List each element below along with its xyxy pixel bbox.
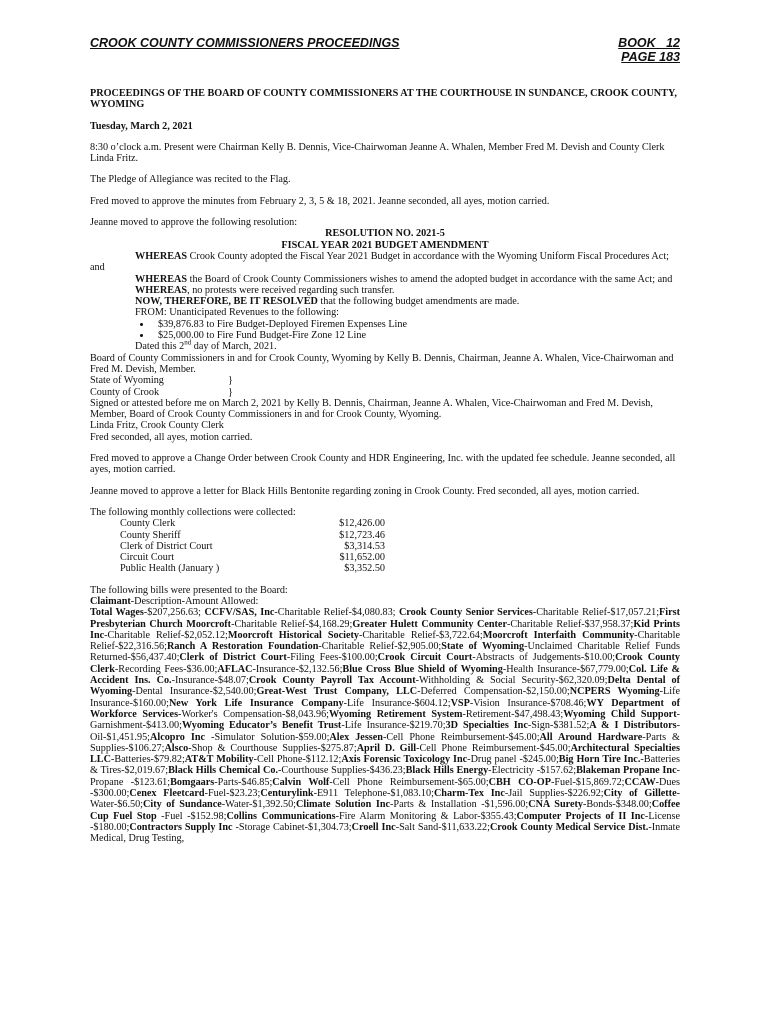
bill-claimant: Croell Inc	[351, 821, 396, 833]
bill-detail: -Charitable Relief-$17,057.21;	[532, 607, 660, 619]
bill-detail: -Dental Insurance-$2,540.00;	[132, 686, 257, 698]
bill-detail: -Recording Fees-$36.00;	[114, 663, 218, 675]
bill-claimant: New York Life Insurance Company	[168, 697, 344, 709]
bill-claimant: April D. Gill	[356, 742, 417, 754]
amendment-list	[90, 319, 680, 342]
bill-detail: -Deferred Compensation-$2,150.00;	[417, 686, 570, 698]
bill-detail: -Retirement-$47,498.43;	[462, 708, 564, 720]
bill-claimant: Alex Jessen	[329, 731, 383, 743]
bill-detail: -Garnishment-$413.00;	[90, 708, 680, 732]
clerk-signature: Linda Fritz, Crook County Clerk	[90, 420, 224, 432]
bill-detail: -Oil-$1,451.95;	[90, 720, 680, 743]
meeting-date: Tuesday, March 2, 2021	[90, 120, 193, 132]
bill-claimant: AFLAC	[217, 663, 253, 675]
bill-claimant: CBH CO-OP	[488, 776, 551, 788]
bill-detail: -Withholding & Social Security-$62,320.09;	[415, 675, 608, 687]
resolution-number: RESOLUTION NO. 2021-5	[325, 228, 445, 240]
bill-claimant: Alsco	[164, 742, 189, 754]
bill-claimant: 3D Specialties Inc	[445, 720, 528, 732]
bill-claimant: AT&T Mobility	[184, 754, 254, 766]
whereas-2: WHEREAS the Board of Crook County Commissioners wishes to amend the adopted budget in accordance with the same Act; and	[135, 273, 673, 285]
bills-intro: The following bills were presented to the Board:	[90, 584, 288, 596]
from-line: FROM: Unanticipated Revenues to the following:	[135, 307, 340, 319]
proceedings-heading: PROCEEDINGS OF THE BOARD OF COUNTY COMMISSIONERS AT THE COURTHOUSE IN SUNDANCE, CROOK COUNTY, WYOMING	[90, 88, 677, 111]
collections-table	[90, 518, 680, 574]
bill-detail: -Salt Sand-$11,633.22;	[395, 821, 490, 833]
dated-line: Dated this 2nd day of March, 2021.	[135, 338, 277, 353]
document-page	[90, 36, 680, 845]
bill-claimant: Wyoming Child Support	[563, 708, 677, 720]
bill-claimant: Total Wages	[90, 607, 144, 619]
bill-detail: -Insurance-$2,132.56;	[252, 663, 343, 675]
bill-detail: -Unclaimed Charitable Relief Funds Returned-$56,437.40;	[90, 641, 680, 664]
bill-detail: -Charitable Relief-$2,905.00;	[318, 641, 442, 653]
bill-claimant: Crook Circuit Court	[377, 652, 473, 664]
bill-claimant: Calvin Wolf	[272, 776, 330, 788]
bill-detail: -Insurance-$48.07;	[171, 675, 249, 687]
bill-claimant: Blue Cross Blue Shield of Wyoming	[342, 663, 503, 675]
bill-claimant: NCPERS Wyoming	[569, 686, 660, 698]
bill-detail: -$207,256.63;	[143, 607, 205, 619]
minutes-paragraph: Fred moved to approve the minutes from February 2, 3, 5 & 18, 2021. Jeanne seconded, all ayes, motion carried.	[90, 195, 550, 207]
bill-claimant: Ranch A Restoration Foundation	[166, 641, 319, 653]
bill-detail: -Cell Phone Reimbursement-$45.00;	[382, 731, 540, 743]
bill-detail: -Abstracts of Judgements-$10.00;	[472, 652, 616, 664]
bill-claimant: Cenex Fleetcard	[129, 788, 205, 800]
bill-detail: -Dues -$300.00;	[90, 776, 680, 800]
bill-detail: -Fuel-$23.23;	[204, 788, 261, 800]
bill-detail: -Cell Phone Reimbursement-$45.00;	[416, 742, 571, 754]
header-book: BOOK 12	[618, 36, 680, 50]
pledge-paragraph: The Pledge of Allegiance was recited to the Flag.	[90, 174, 291, 186]
bill-claimant: Col. Life & Accident Ins. Co.	[90, 663, 681, 687]
bill-claimant: Wyoming Retirement System	[329, 708, 463, 720]
bills-list	[90, 607, 680, 844]
attestation: Signed or attested before me on March 2, 2021 by Kelly B. Dennis, Chairman, Jeanne A. Whalen, Vice-Chairwoman and Fred M. Devish, Member, Board of Crook County Commissioners in and for Crook County, Wyoming.	[90, 397, 653, 421]
attendance-paragraph: 8:30 o’clock a.m. Present were Chairman Kelly B. Dennis, Vice-Chairwoman Jeanne A. Whalen, Member Fred M. Devish and County Clerk Linda Fritz.	[90, 141, 665, 165]
bill-claimant: CCAW	[624, 776, 656, 788]
bill-claimant: Greater Hulett Community Center	[352, 618, 507, 630]
bill-detail: -Simulator Solution-$59.00;	[205, 731, 330, 743]
resolution-block	[90, 217, 680, 443]
bill-detail: -Shop & Courthouse Supplies-$275.87;	[188, 742, 357, 754]
bill-detail: -Cell Phone Reimbursement-$65.00;	[329, 776, 489, 788]
bill-detail: -Water-$1,392.50;	[221, 799, 296, 811]
bill-detail: -Charitable Relief-$3,722.64;	[358, 629, 483, 641]
bill-detail: -Propane -$123.61;	[90, 765, 680, 788]
amendment-item: • $39,876.83 to Fire Budget-Deployed Firemen Expenses Line	[152, 319, 680, 330]
bills-claimant-header: Claimant-Description-Amount Allowed:	[90, 595, 259, 607]
county-line: County of Crook }	[90, 386, 233, 398]
bill-detail: -Cell Phone-$112.12;	[253, 754, 342, 766]
state-line: State of Wyoming }	[90, 375, 233, 387]
collection-row: Circuit Court $11,652.00	[120, 552, 385, 564]
bill-detail: -Batteries-$79.82;	[110, 754, 185, 766]
bill-detail: -Health Insurance-$67,779.00;	[502, 663, 629, 675]
bill-claimant: Great-West Trust Company, LLC	[256, 686, 418, 698]
collections-block	[90, 507, 680, 575]
bill-detail: -Sign-$381.52;	[527, 720, 590, 732]
bill-detail: -Jail Supplies-$226.92;	[504, 788, 604, 800]
bill-claimant: First Presbyterian Church Moorcroft	[90, 607, 680, 630]
bill-detail: -Water-$6.50;	[90, 788, 681, 811]
bill-detail: -Inmate Medical, Drug Testing,	[90, 821, 681, 845]
bill-claimant: All Around Hardware	[539, 731, 643, 743]
bill-claimant: City of Gillette	[603, 788, 677, 800]
bill-claimant: Blakeman Propane Inc	[576, 765, 677, 777]
bill-detail: -Life Insurance-$219.70;	[341, 720, 446, 732]
bill-claimant: Crook County Medical Service Dist.	[489, 821, 649, 833]
bill-detail: -Fire Alarm Monitoring & Labor-$355.43;	[335, 810, 517, 822]
bill-claimant: WY Department of Workforce Services	[90, 697, 680, 720]
resolution-seconded: Fred seconded, all ayes, motion carried.	[90, 431, 253, 443]
bill-detail: -Electricity -$157.62;	[488, 765, 577, 777]
bill-claimant: A & I Distributors	[589, 720, 677, 732]
bill-detail: -Charitable Relief-$22,316.56;	[90, 629, 680, 653]
bill-claimant: Big Horn Tire Inc.	[558, 754, 641, 766]
collection-row: Clerk of District Court $3,314.53	[120, 540, 385, 552]
whereas-1: WHEREAS Crook County adopted the Fiscal Year 2021 Budget in accordance with the Wyoming Uniform Fiscal Procedures Act; and	[90, 250, 669, 274]
amendment-item: • $25,000.00 to Fire Fund Budget-Fire Zone 12 Line	[152, 330, 680, 341]
board-signature: Board of County Commissioners in and for Crook County, Wyoming by Kelly B. Dennis, Chairman, Jeanne A. Whalen, Vice-Chairwoman and Fred M. Devish, Member.	[90, 352, 674, 375]
bill-claimant: Contractors Supply Inc	[129, 821, 233, 833]
bill-detail: -Life Insurance-$160.00;	[90, 686, 681, 709]
bill-claimant: CCFV/SAS, Inc	[204, 607, 275, 619]
bill-detail: -Parts-$46.85;	[214, 776, 273, 788]
bill-claimant: State of Wyoming	[441, 641, 525, 653]
bill-claimant: City of Sundance	[143, 799, 222, 811]
collection-row: Public Health (January ) $3,352.50	[120, 563, 385, 575]
resolution-title: FISCAL YEAR 2021 BUDGET AMENDMENT	[281, 239, 489, 251]
collection-row: County Clerk $12,426.00	[120, 518, 385, 530]
change-order-paragraph: Fred moved to approve a Change Order between Crook County and HDR Engineering, Inc. with the updated fee schedule. Jeanne seconded, all ayes, motion carried.	[90, 453, 676, 476]
bill-detail: -Fuel -$152.98;	[156, 810, 227, 822]
bills-block	[90, 585, 680, 845]
bill-claimant: Black Hills Chemical Co.	[168, 765, 279, 777]
bill-detail: -Life Insurance-$604.12;	[343, 697, 451, 709]
bill-detail: -Parts & Supplies-$106.27;	[90, 731, 680, 754]
bill-claimant: Crook County Payroll Tax Account	[248, 675, 416, 687]
bill-detail: -Charitable Relief-$4,080.83;	[274, 607, 399, 619]
bill-detail: -Worker's Compensation-$8,043.96;	[178, 708, 329, 720]
bill-claimant: Collins Communications	[226, 810, 336, 822]
bill-detail: -Parts & Installation -$1,596.00;	[390, 799, 529, 811]
bill-detail: -Drug panel -$245.00;	[467, 754, 559, 766]
bill-detail: -Vision Insurance-$708.46;	[469, 697, 587, 709]
header-title: CROOK COUNTY COMMISSIONERS PROCEEDINGS	[90, 36, 400, 50]
bill-detail: -Bonds-$348.00;	[582, 799, 652, 811]
bill-claimant: CNA Surety	[528, 799, 583, 811]
bill-detail: -Storage Cabinet-$1,304.73;	[232, 821, 352, 833]
bill-claimant: Black Hills Energy	[405, 765, 489, 777]
bill-claimant: Clerk of District Court	[179, 652, 287, 664]
bill-claimant: Centurylink	[260, 788, 314, 800]
resolved-clause: NOW, THEREFORE, BE IT RESOLVED that the following budget amendments are made.	[135, 296, 520, 308]
bill-detail: -Charitable Relief-$2,052.12;	[104, 629, 228, 641]
bill-detail: -Charitable Relief-$4,168.29;	[231, 618, 353, 630]
bill-detail: -License -$180.00;	[90, 810, 680, 833]
letter-paragraph: Jeanne moved to approve a letter for Black Hills Bentonite regarding zoning in Crook County. Fred seconded, all ayes, motion carried.	[90, 485, 640, 497]
bill-claimant: Wyoming Educator’s Benefit Trust	[181, 720, 342, 732]
resolution-intro: Jeanne moved to approve the following resolution:	[90, 217, 298, 229]
bill-detail: -Filing Fees-$100.00;	[286, 652, 378, 664]
bill-detail: -Fuel-$15,869.72;	[550, 776, 625, 788]
bill-claimant: VSP	[450, 697, 470, 709]
header-book-page	[618, 36, 680, 64]
bill-detail: -Charitable Relief-$37,958.37;	[506, 618, 634, 630]
collections-intro: The following monthly collections were collected:	[90, 506, 296, 518]
bill-claimant: Moorcroft Historical Society	[227, 629, 359, 641]
bill-claimant: Axis Forensic Toxicology Inc	[341, 754, 468, 766]
header-page: PAGE 183	[621, 50, 680, 64]
bill-claimant: Coffee Cup Fuel Stop	[90, 799, 681, 822]
bill-claimant: Bomgaars	[170, 776, 215, 788]
bill-claimant: Charm-Tex Inc	[433, 788, 505, 800]
bill-claimant: Alcopro Inc	[150, 731, 206, 743]
collection-row: County Sheriff $12,723.46	[120, 529, 385, 541]
bill-claimant: Climate Solution Inc	[296, 799, 391, 811]
whereas-3: WHEREAS, no protests were received regarding such transfer.	[135, 284, 395, 296]
bill-claimant: Moorcroft Interfaith Community	[482, 629, 635, 641]
bill-claimant: Delta Dental of Wyoming	[90, 675, 681, 698]
bill-claimant: Crook County Clerk	[90, 652, 681, 675]
bill-claimant: Computer Projects of II Inc	[516, 810, 645, 822]
bill-detail: -Batteries & Tires-$2,019.67;	[90, 754, 680, 777]
bill-detail: -E911 Telephone-$1,083.10;	[313, 788, 434, 800]
bill-claimant: Kid Prints Inc	[90, 618, 680, 641]
bill-detail: -Courthouse Supplies-$436.23;	[278, 765, 406, 777]
bill-claimant: Architectural Specialties LLC	[90, 742, 681, 766]
page-header	[90, 36, 680, 66]
bill-claimant: Crook County Senior Services	[398, 607, 533, 619]
